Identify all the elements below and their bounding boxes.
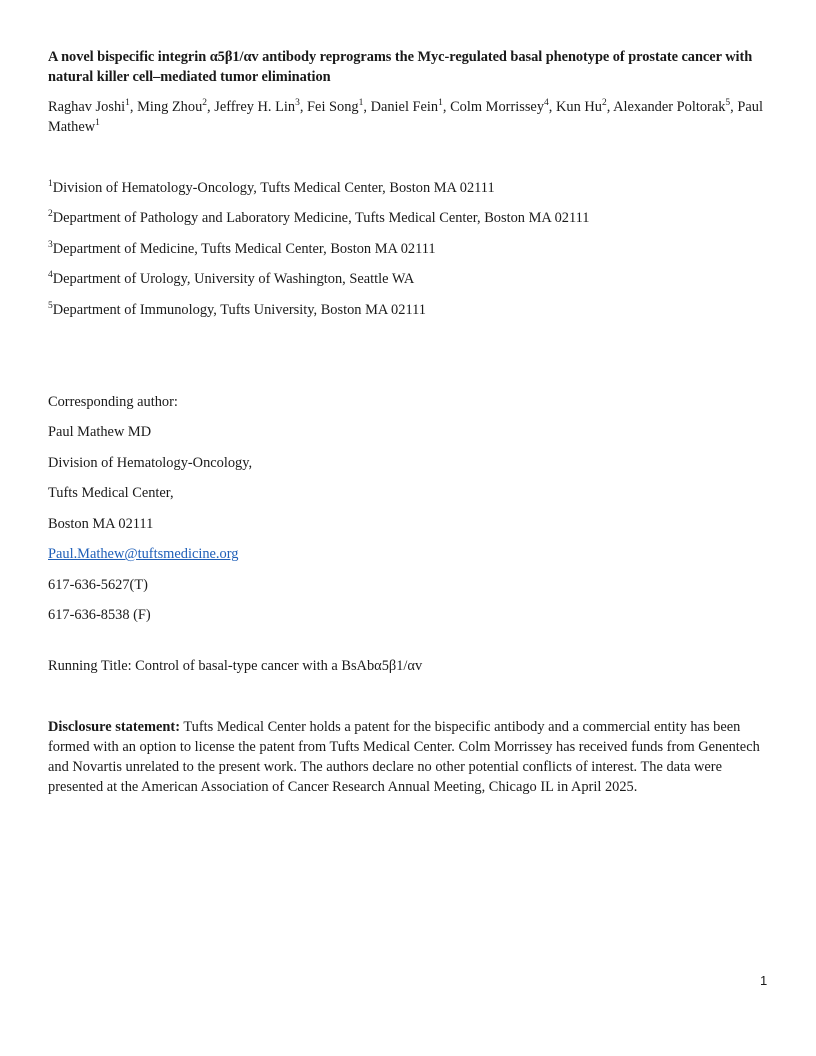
disclosure-label: Disclosure statement: [48, 719, 181, 735]
affiliation-text: Department of Urology, University of Washington, Seattle WA [52, 271, 415, 287]
author [48, 99, 137, 115]
corresponding-division: Division of Hematology-Oncology, [48, 455, 253, 471]
author-affiliation-marker: 2 [202, 98, 208, 108]
author-separator: , [442, 99, 451, 115]
disclosure-text: Tufts Medical Center holds a patent for the bispecific antibody and a commercial entity has been formed with an option to license the patent from Tufts Medical Center. Colm Morrissey has received funds from Genentech and Novartis unrelated to the present work. The authors declare no other potential conflicts of interest. The data were presented at the American Association of Cancer Research Annual Meeting, Chicago IL in April 2025. [48, 719, 760, 795]
affiliation-marker: 5 [48, 301, 53, 311]
page-number: 1 [760, 973, 768, 988]
author-name: Jeffrey H. Lin [214, 99, 296, 115]
author-affiliation-marker: 5 [725, 98, 731, 108]
corresponding-email-line [48, 544, 238, 564]
author [137, 99, 214, 115]
affiliation-text: Department of Medicine, Tufts Medical Center, Boston MA 02111 [52, 241, 436, 257]
corresponding-heading: Corresponding author: [48, 394, 178, 410]
author-affiliation-marker: 1 [358, 98, 364, 108]
author-name: Raghav Joshi [48, 99, 126, 115]
affiliation-text: Department of Pathology and Laboratory Medicine, Tufts Medical Center, Boston MA 02111 [52, 210, 590, 226]
corresponding-fax: 617-636-8538 (F) [48, 607, 151, 623]
author-separator: , [363, 99, 371, 115]
author [371, 99, 451, 115]
corresponding-city: Boston MA 02111 [48, 516, 154, 532]
author [450, 99, 556, 115]
corresponding-institution: Tufts Medical Center, [48, 485, 174, 501]
author [214, 99, 307, 115]
author-affiliation-marker: 1 [125, 98, 130, 108]
author [307, 99, 371, 115]
author-name: Fei Song [307, 99, 359, 115]
affiliation-1 [48, 178, 495, 198]
author-name: Daniel Fein [370, 99, 439, 115]
corresponding-name: Paul Mathew MD [48, 424, 152, 440]
author-separator: , [129, 99, 138, 115]
affiliation-text: Division of Hematology-Oncology, Tufts Medical Center, Boston MA 02111 [52, 180, 495, 196]
running-title: Running Title: Control of basal-type cancer with a BsAbα5β1/αv [48, 658, 423, 674]
author-name: Kun Hu [555, 99, 602, 115]
author-separator: , [207, 99, 215, 115]
author-list [48, 97, 770, 137]
author-separator: , [730, 99, 738, 115]
author-name: Alexander Poltorak [613, 99, 726, 115]
author [556, 99, 613, 115]
disclosure-statement [48, 717, 770, 797]
author-name: Ming Zhou [137, 99, 203, 115]
author-separator: , [606, 99, 614, 115]
paper-title: A novel bispecific integrin α5β1/αv antibody reprograms the Myc-regulated basal phenotype of prostate cancer with natural killer cell–mediated tumor elimination [48, 49, 753, 85]
author-affiliation-marker: 2 [601, 98, 607, 108]
affiliation-2 [48, 208, 589, 228]
author-affiliation-marker: 1 [438, 98, 443, 108]
corresponding-phone: 617-636-5627(T) [48, 577, 148, 593]
author-affiliation-marker: 1 [95, 118, 100, 128]
author-separator: , [548, 99, 556, 115]
author-name: Paul Mathew [48, 99, 763, 135]
affiliation-marker: 2 [48, 209, 53, 219]
email-link[interactable]: Paul.Mathew@tuftsmedicine.org [48, 546, 239, 562]
affiliation-marker: 3 [48, 240, 53, 250]
affiliation-4 [48, 269, 414, 289]
affiliation-marker: 1 [48, 179, 53, 189]
author-affiliation-marker: 3 [295, 98, 300, 108]
affiliation-marker: 4 [48, 270, 53, 280]
affiliation-3 [48, 239, 436, 259]
affiliation-text: Department of Immunology, Tufts University, Boston MA 02111 [52, 302, 426, 318]
author-name: Colm Morrissey [450, 99, 545, 115]
author-affiliation-marker: 4 [544, 98, 549, 108]
affiliation-5 [48, 300, 426, 320]
author-separator: , [299, 99, 308, 115]
author [613, 99, 737, 115]
